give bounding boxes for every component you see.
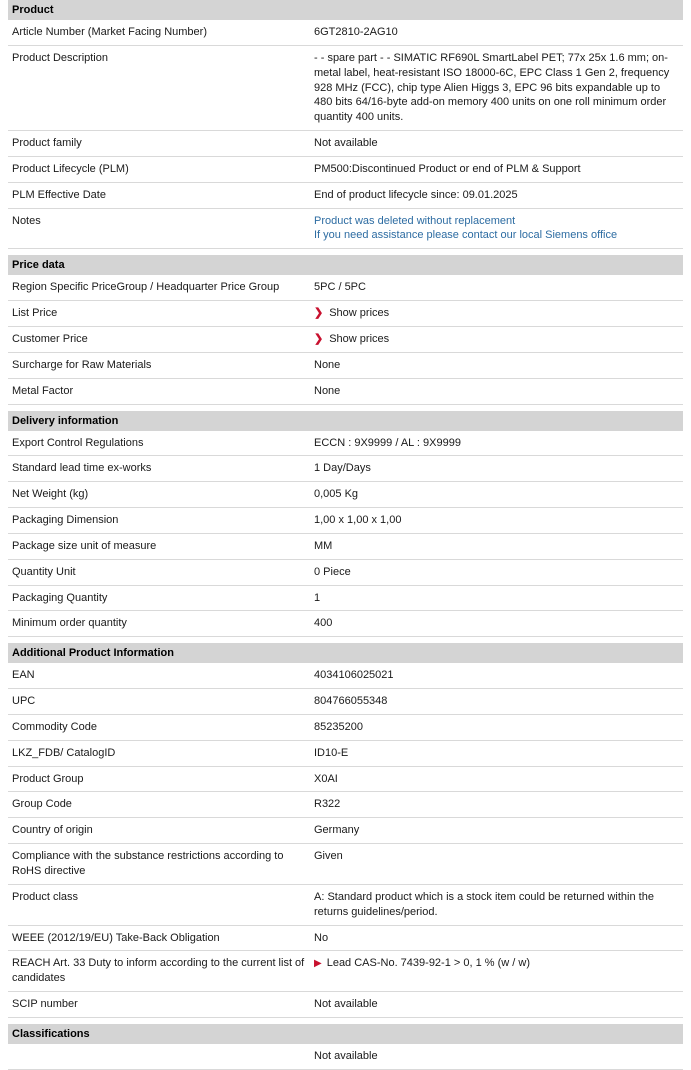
row-value: End of product lifecycle since: 09.01.2025 bbox=[310, 182, 683, 208]
row-value: PM500:Discontinued Product or end of PLM & Support bbox=[310, 156, 683, 182]
table-row bbox=[8, 884, 683, 925]
row-label: Product family bbox=[8, 131, 310, 157]
table-row bbox=[8, 156, 683, 182]
row-label: Customer Price bbox=[8, 326, 310, 352]
product-spec-table bbox=[8, 0, 683, 1070]
reach-substance-link[interactable]: Lead CAS-No. 7439-92-1 > 0, 1 % (w / w) bbox=[326, 957, 530, 970]
row-label: Product class bbox=[8, 884, 310, 925]
row-value: No bbox=[310, 925, 683, 951]
row-value: X0AI bbox=[310, 766, 683, 792]
row-label: Surcharge for Raw Materials bbox=[8, 352, 310, 378]
row-label: Quantity Unit bbox=[8, 559, 310, 585]
row-label: Product Group bbox=[8, 766, 310, 792]
row-value: 0,005 Kg bbox=[310, 482, 683, 508]
table-row bbox=[8, 559, 683, 585]
chevron-right-icon: ❯ bbox=[314, 332, 324, 345]
table-row bbox=[8, 925, 683, 951]
section-header bbox=[8, 411, 683, 431]
row-value: None bbox=[310, 378, 683, 404]
row-value: 1,00 x 1,00 x 1,00 bbox=[310, 508, 683, 534]
table-row bbox=[8, 456, 683, 482]
table-row bbox=[8, 508, 683, 534]
table-row bbox=[8, 326, 683, 352]
table-row bbox=[8, 533, 683, 559]
row-label: Minimum order quantity bbox=[8, 611, 310, 637]
row-label: LKZ_FDB/ CatalogID bbox=[8, 740, 310, 766]
row-value: 0 Piece bbox=[310, 559, 683, 585]
table-row bbox=[8, 378, 683, 404]
row-value: R322 bbox=[310, 792, 683, 818]
row-label: WEEE (2012/19/EU) Take-Back Obligation bbox=[8, 925, 310, 951]
row-label: Standard lead time ex-works bbox=[8, 456, 310, 482]
spec-table-body bbox=[8, 0, 683, 1069]
row-value: 5PC / 5PC bbox=[310, 275, 683, 300]
notes-line: If you need assistance please contact our local Siemens office bbox=[314, 229, 618, 242]
section-title: Additional Product Information bbox=[8, 643, 683, 663]
table-row bbox=[8, 1044, 683, 1069]
show-prices-link[interactable]: Show prices bbox=[329, 307, 390, 320]
table-row bbox=[8, 182, 683, 208]
table-row bbox=[8, 482, 683, 508]
row-label: REACH Art. 33 Duty to inform according to the current list of candidates bbox=[8, 951, 310, 992]
table-row bbox=[8, 766, 683, 792]
table-row bbox=[8, 20, 683, 45]
table-row bbox=[8, 431, 683, 456]
section-title: Delivery information bbox=[8, 411, 683, 431]
section-header bbox=[8, 255, 683, 275]
row-value: 804766055348 bbox=[310, 689, 683, 715]
row-value: ECCN : 9X9999 / AL : 9X9999 bbox=[310, 431, 683, 456]
table-row bbox=[8, 301, 683, 327]
table-row bbox=[8, 585, 683, 611]
table-row bbox=[8, 689, 683, 715]
row-label: UPC bbox=[8, 689, 310, 715]
section-title: Price data bbox=[8, 255, 683, 275]
row-value: - - spare part - - SIMATIC RF690L SmartLabel PET; 77x 25x 1.6 mm; on-metal label, heat-resistant ISO 18000-6C, EPC Class 1 Gen 2, frequency 928 MHz (FCC), chip type Alien Higgs 3, EPC 96 bits expandable up to 480 bits 64/16-byte add-on memory 400 units on one roll minimum order quantity 400 units. bbox=[310, 45, 683, 130]
row-label: PLM Effective Date bbox=[8, 182, 310, 208]
chevron-right-icon: ❯ bbox=[314, 307, 324, 320]
row-value: 1 bbox=[310, 585, 683, 611]
row-value: 1 Day/Days bbox=[310, 456, 683, 482]
row-value[interactable] bbox=[310, 301, 683, 327]
row-label: Group Code bbox=[8, 792, 310, 818]
table-row bbox=[8, 992, 683, 1018]
row-value: ID10-E bbox=[310, 740, 683, 766]
row-label: EAN bbox=[8, 663, 310, 688]
table-row bbox=[8, 818, 683, 844]
section-header bbox=[8, 0, 683, 20]
row-label: Region Specific PriceGroup / Headquarter Price Group bbox=[8, 275, 310, 300]
table-row bbox=[8, 663, 683, 688]
row-value: MM bbox=[310, 533, 683, 559]
row-label bbox=[8, 1044, 310, 1069]
row-label: Packaging Dimension bbox=[8, 508, 310, 534]
row-label: Article Number (Market Facing Number) bbox=[8, 20, 310, 45]
section-header bbox=[8, 643, 683, 663]
row-label: Notes bbox=[8, 208, 310, 249]
row-label: Product Description bbox=[8, 45, 310, 130]
arrow-right-icon: ▶ bbox=[314, 958, 322, 970]
row-label: Packaging Quantity bbox=[8, 585, 310, 611]
row-value: 4034106025021 bbox=[310, 663, 683, 688]
table-row bbox=[8, 844, 683, 885]
row-value: 6GT2810-2AG10 bbox=[310, 20, 683, 45]
row-label: Package size unit of measure bbox=[8, 533, 310, 559]
table-row bbox=[8, 352, 683, 378]
row-value[interactable] bbox=[310, 326, 683, 352]
table-row bbox=[8, 611, 683, 637]
row-value: 85235200 bbox=[310, 714, 683, 740]
show-prices-link[interactable]: Show prices bbox=[329, 332, 390, 345]
table-row bbox=[8, 792, 683, 818]
row-value bbox=[310, 208, 683, 249]
row-value: Not available bbox=[310, 131, 683, 157]
row-value: None bbox=[310, 352, 683, 378]
row-label: Metal Factor bbox=[8, 378, 310, 404]
row-label: List Price bbox=[8, 301, 310, 327]
row-value: Not available bbox=[310, 1044, 683, 1069]
row-value[interactable] bbox=[310, 951, 683, 992]
table-row bbox=[8, 45, 683, 130]
row-label: Compliance with the substance restrictions according to RoHS directive bbox=[8, 844, 310, 885]
table-row bbox=[8, 714, 683, 740]
row-label: Export Control Regulations bbox=[8, 431, 310, 456]
section-header bbox=[8, 1024, 683, 1044]
row-value: Germany bbox=[310, 818, 683, 844]
row-label: SCIP number bbox=[8, 992, 310, 1018]
row-value: Given bbox=[310, 844, 683, 885]
row-label: Country of origin bbox=[8, 818, 310, 844]
table-row bbox=[8, 740, 683, 766]
row-label: Commodity Code bbox=[8, 714, 310, 740]
table-row bbox=[8, 208, 683, 249]
section-title: Classifications bbox=[8, 1024, 683, 1044]
row-value: Not available bbox=[310, 992, 683, 1018]
row-value: A: Standard product which is a stock item could be returned within the returns guidelines/period. bbox=[310, 884, 683, 925]
row-label: Product Lifecycle (PLM) bbox=[8, 156, 310, 182]
table-row bbox=[8, 275, 683, 300]
table-row bbox=[8, 951, 683, 992]
notes-line: Product was deleted without replacement bbox=[314, 214, 516, 227]
row-value: 400 bbox=[310, 611, 683, 637]
row-label: Net Weight (kg) bbox=[8, 482, 310, 508]
table-row bbox=[8, 131, 683, 157]
section-title: Product bbox=[8, 0, 683, 20]
